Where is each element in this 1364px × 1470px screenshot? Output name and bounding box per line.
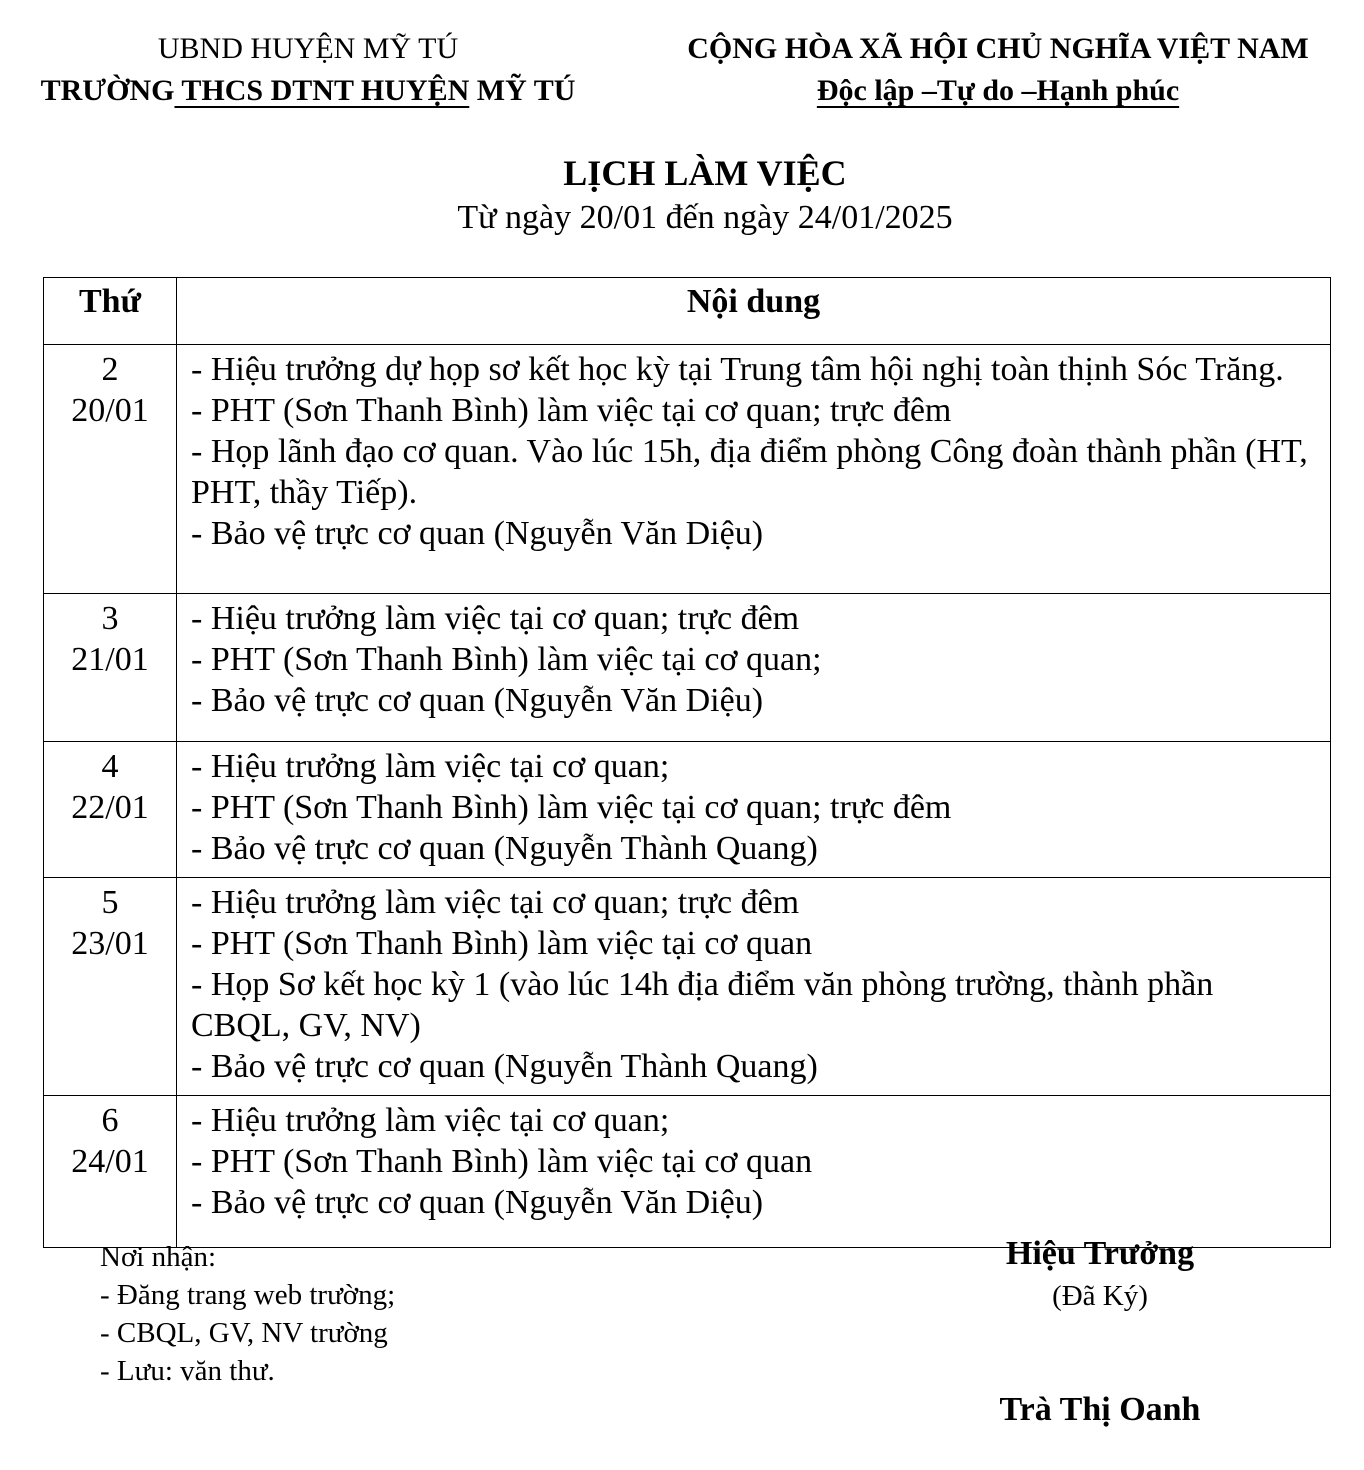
national-motto — [658, 70, 1338, 112]
schedule-entry: - Bảo vệ trực cơ quan (Nguyễn Thành Quang) — [191, 1048, 818, 1085]
school-name-underlined: THCS DTNT HUYỆN — [174, 74, 470, 107]
day-date: 24/01 — [71, 1143, 149, 1180]
table-row — [44, 878, 1331, 1096]
schedule-entry: - Bảo vệ trực cơ quan (Nguyễn Văn Diệu) — [191, 515, 764, 552]
date-range: Từ ngày 20/01 đến ngày 24/01/2025 — [457, 199, 953, 236]
document-title: LỊCH LÀM VIỆC — [563, 153, 847, 193]
schedule-entry: - PHT (Sơn Thanh Bình) làm việc tại cơ quan — [191, 1143, 813, 1180]
schedule-entry: - Hiệu trưởng dự họp sơ kết học kỳ tại Trung tâm hội nghị toàn thịnh Sóc Trăng. — [191, 351, 1284, 388]
schedule-entry: - Bảo vệ trực cơ quan (Nguyễn Thành Quang) — [191, 830, 818, 867]
recipient-item: - Lưu: văn thư. — [100, 1355, 275, 1387]
national-title: CỘNG HÒA XÃ HỘI CHỦ NGHĨA VIỆT NAM — [687, 32, 1309, 65]
day-date: 22/01 — [71, 789, 149, 826]
signature-title: Hiệu Trưởng — [1005, 1235, 1195, 1272]
schedule-entry: - PHT (Sơn Thanh Bình) làm việc tại cơ quan; — [191, 641, 822, 678]
day-date: 21/01 — [71, 641, 149, 678]
recipients-label: Nơi nhận: — [100, 1241, 217, 1273]
school-name-prefix: TRƯỜNG — [40, 74, 175, 107]
day-cell — [44, 1096, 177, 1248]
col-day-header: Thứ — [44, 278, 177, 345]
school-name-suffix: MỸ TÚ — [469, 74, 576, 107]
recipient-item: - CBQL, GV, NV trường — [100, 1317, 388, 1349]
weekday-number: 6 — [101, 1102, 119, 1139]
schedule-entry: - Bảo vệ trực cơ quan (Nguyễn Văn Diệu) — [191, 682, 764, 719]
content-cell — [177, 594, 1331, 742]
content-cell — [177, 1096, 1331, 1248]
content-cell — [177, 878, 1331, 1096]
content-cell — [177, 742, 1331, 878]
table-row — [44, 594, 1331, 742]
recipients — [100, 1238, 395, 1390]
signature-block — [960, 1232, 1240, 1316]
national-motto-text: Độc lập –Tự do –Hạnh phúc — [816, 74, 1180, 107]
table-row — [44, 345, 1331, 594]
schedule-body — [44, 345, 1331, 1248]
schedule-entry: - Hiệu trưởng làm việc tại cơ quan; — [191, 748, 670, 785]
schedule-entry: - Hiệu trưởng làm việc tại cơ quan; trực đêm — [191, 600, 800, 637]
recipient-item: - Đăng trang web trường; — [100, 1279, 396, 1311]
schedule-entry: - Bảo vệ trực cơ quan (Nguyễn Văn Diệu) — [191, 1184, 764, 1221]
schedule-entry: - PHT (Sơn Thanh Bình) làm việc tại cơ quan — [191, 925, 813, 962]
title-block — [0, 150, 1364, 240]
day-date: 23/01 — [71, 925, 149, 962]
signer-name: Trà Thị Oanh — [999, 1391, 1201, 1428]
content-cell — [177, 345, 1331, 594]
header-right — [658, 28, 1338, 112]
schedule-entry: - PHT (Sơn Thanh Bình) làm việc tại cơ quan; trực đêm — [191, 392, 952, 429]
schedule-entry: - PHT (Sơn Thanh Bình) làm việc tại cơ quan; trực đêm — [191, 789, 952, 826]
weekday-number: 2 — [101, 351, 119, 388]
schedule-entry: - Hiệu trưởng làm việc tại cơ quan; — [191, 1102, 670, 1139]
col-content-header: Nội dung — [177, 278, 1331, 345]
day-cell — [44, 345, 177, 594]
table-row — [44, 1096, 1331, 1248]
schedule-entry: - Họp lãnh đạo cơ quan. Vào lúc 15h, địa điểm phòng Công đoàn thành phần (HT, PHT, thầy Tiếp). — [191, 433, 1308, 511]
header-left — [20, 28, 596, 112]
day-cell — [44, 878, 177, 1096]
day-cell — [44, 742, 177, 878]
table-row — [44, 742, 1331, 878]
signature-note: (Đã Ký) — [1052, 1280, 1148, 1312]
weekday-number: 3 — [101, 600, 119, 637]
district-name: UBND HUYỆN MỸ TÚ — [157, 32, 459, 65]
table-header-row — [44, 278, 1331, 345]
schedule-table — [43, 277, 1331, 1248]
day-date: 20/01 — [71, 392, 149, 429]
schedule-entry: - Hiệu trưởng làm việc tại cơ quan; trực đêm — [191, 884, 800, 921]
weekday-number: 4 — [101, 748, 119, 785]
school-name — [20, 70, 596, 112]
schedule-entry: - Họp Sơ kết học kỳ 1 (vào lúc 14h địa điểm văn phòng trường, thành phần CBQL, GV, NV) — [191, 966, 1214, 1044]
day-cell — [44, 594, 177, 742]
weekday-number: 5 — [101, 884, 119, 921]
